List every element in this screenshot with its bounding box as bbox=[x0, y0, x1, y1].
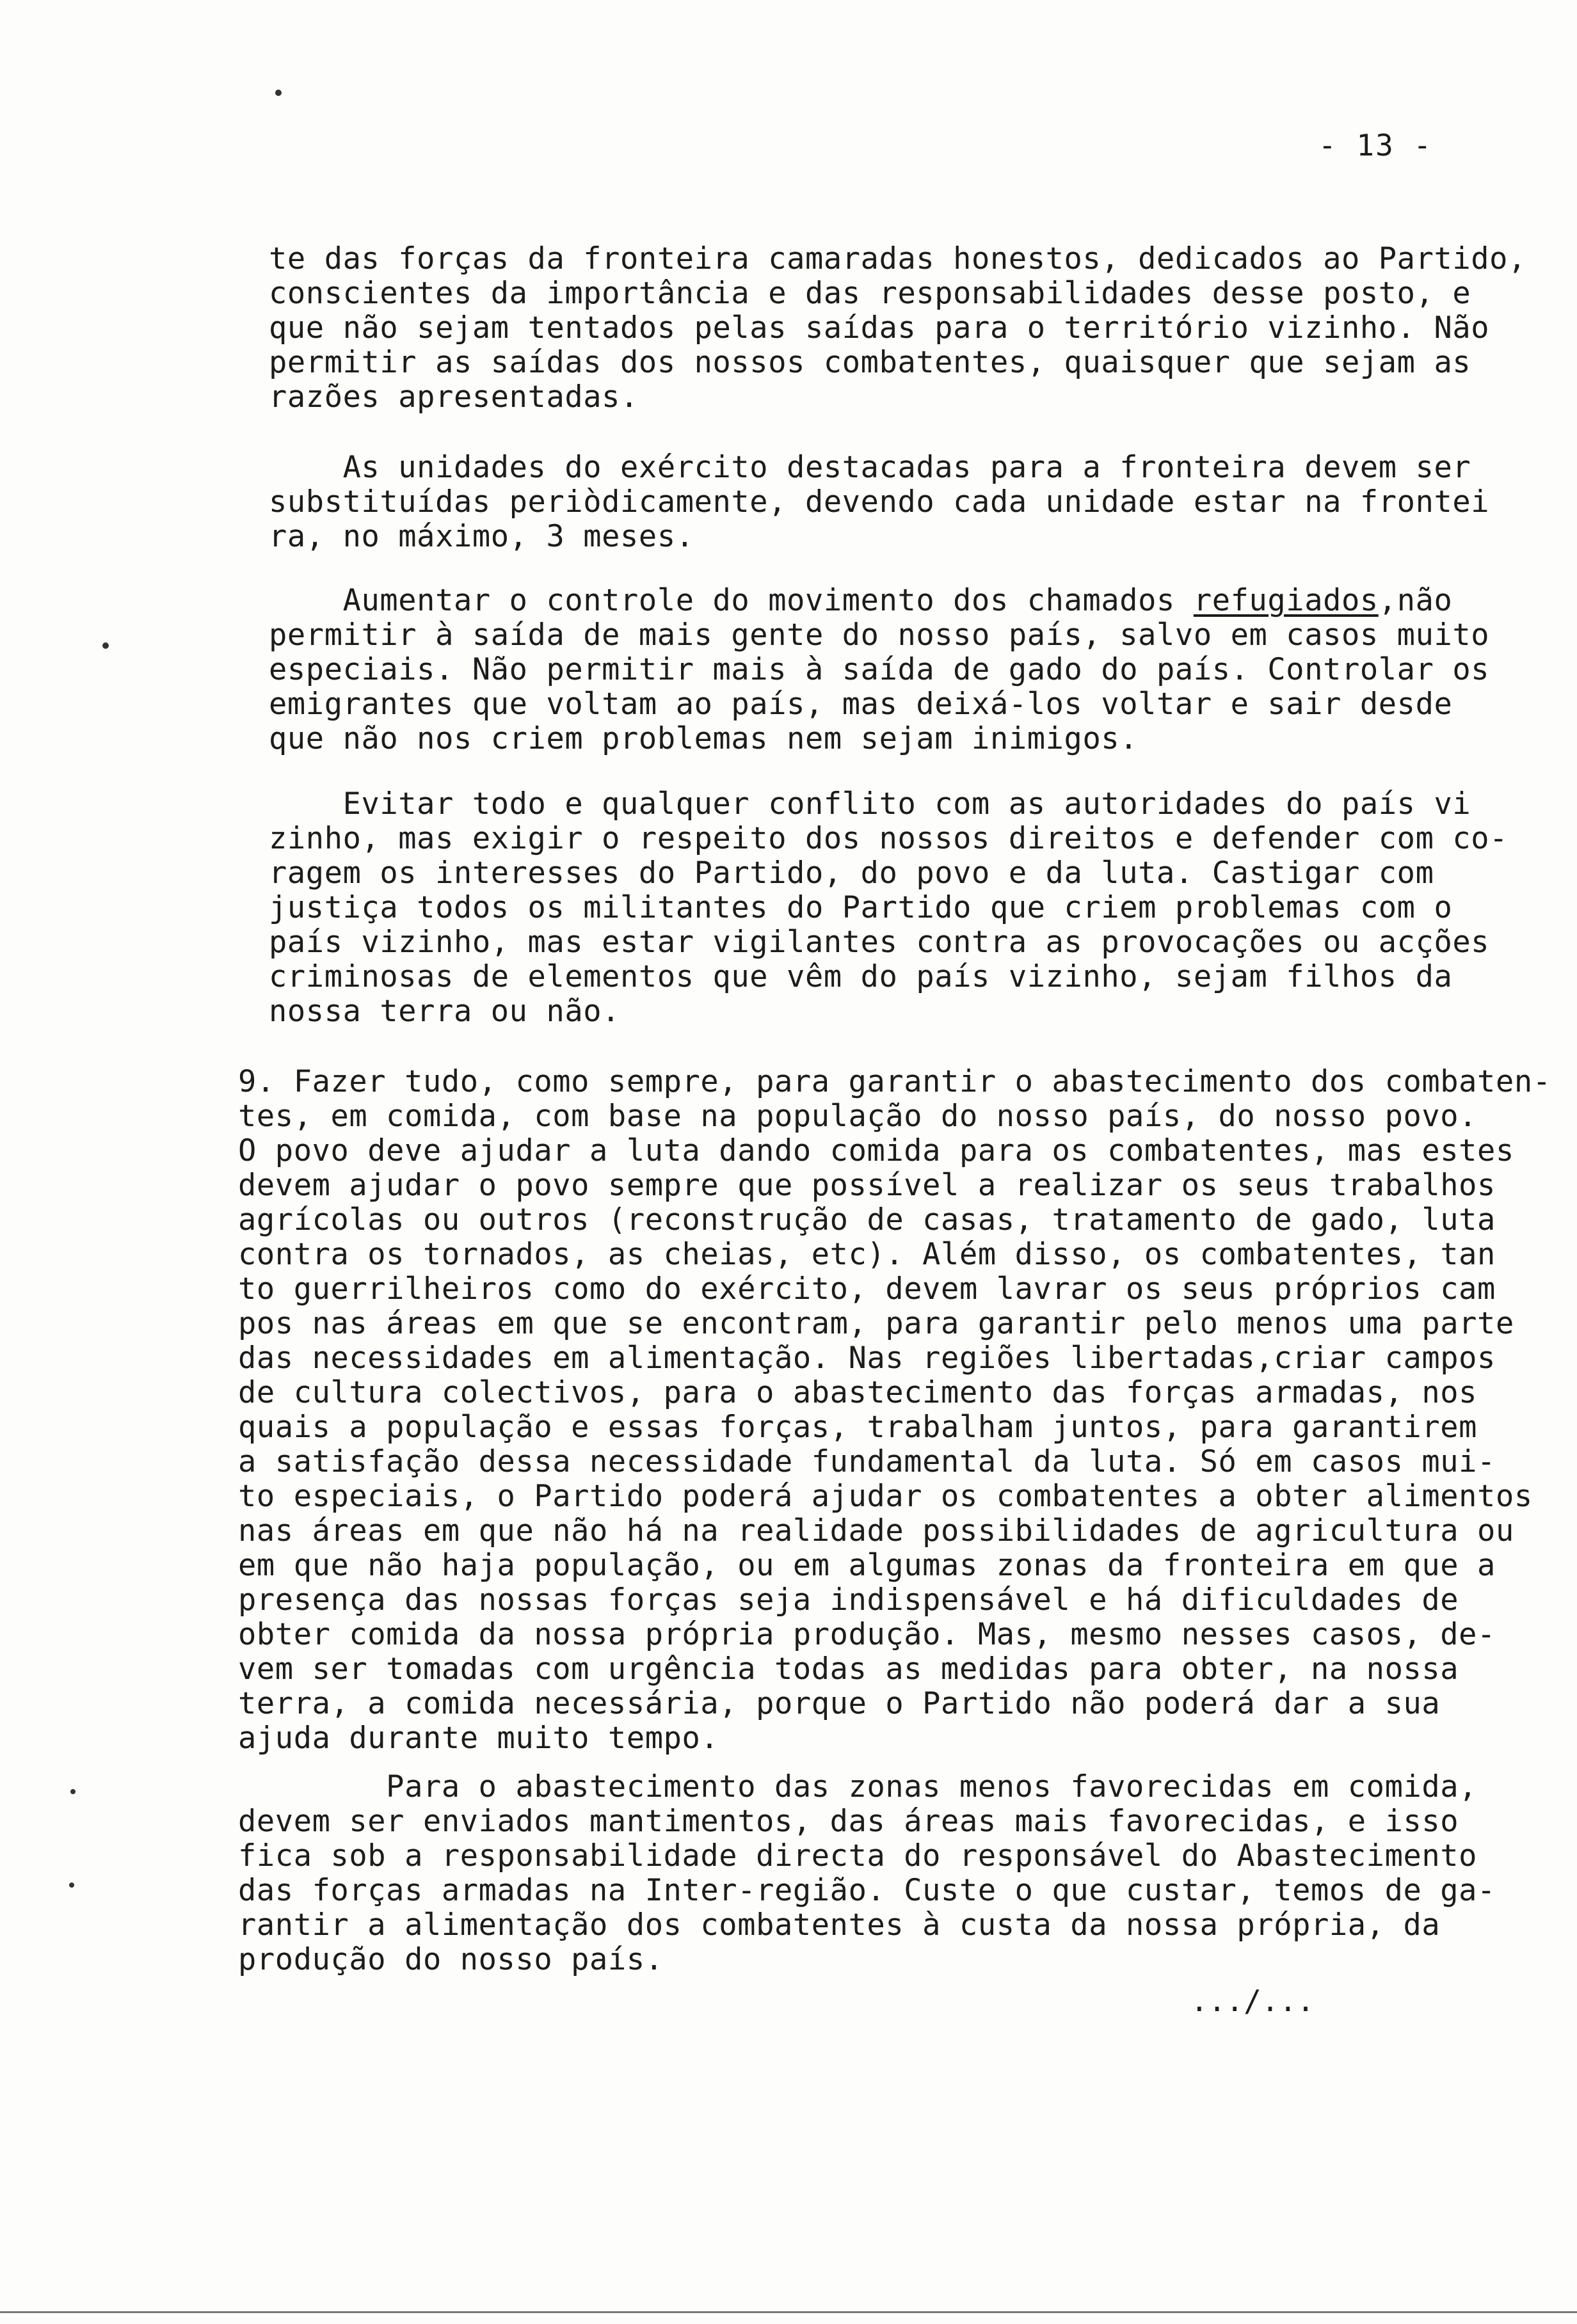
margin-dot bbox=[102, 642, 109, 649]
item-9-food-supply: 9. Fazer tudo, como sempre, para garantir o abastecimento dos combaten- tes, em comida, com base na população do nosso país, do nosso povo. O povo deve ajudar a luta dando comida para os combatentes, mas estes devem ajudar o povo sempre que possível a realizar os seus trabalhos agrícolas ou outros (reconstrução de casas, tratamento de gado, luta contra os tornados, as cheias, etc). Além disso, os combatentes, tan to guerrilheiros como do exército, devem lavrar os seus próprios cam pos nas áreas em que se encontram, para garantir pelo menos uma parte das necessidades em alimentação. Nas regiões libertadas,criar campos de cultura colectivos, para o abastecimento das forças armadas, nos quais a população e essas forças, trabalham juntos, para garantirem a satisfação dessa necessidade fundamental da luta. Só em casos mui- to especiais, o Partido poderá ajudar os combatentes a obter alimentos nas áreas em que não há na realidade possibilidades de agricultura ou em que não haja população, ou em algumas zonas da fronteira em que a presença das nossas forças seja indispensável e há dificuldades de obter comida da nossa própria produção. Mas, mesmo nesses casos, de- vem ser tomadas com urgência todas as medidas para obter, na nossa terra, a comida necessária, porque o Partido não poderá dar a sua ajuda durante muito tempo. bbox=[238, 1064, 1551, 1756]
paragraph-refugees-rest: ,não permitir à saída de mais gente do nosso país, salvo em casos muito especiais. Não permitir mais à saída de gado do país. Controlar os emigrantes que voltam ao país, mas deixá-los voltar e sair desde que não nos criem problemas nem sejam inimigos. bbox=[269, 583, 1490, 756]
continuation-mark: .../... bbox=[1190, 1984, 1315, 2018]
page-bottom-edge bbox=[0, 2311, 1577, 2313]
underlined-word-refugiados: refugiados bbox=[1193, 583, 1379, 618]
stray-ink-mark bbox=[275, 90, 282, 96]
paragraph-supply-less-favoured: Para o abastecimento das zonas menos favorecidas em comida, devem ser enviados mantimentos, das áreas mais favorecidas, e isso fica sob a responsabilidade directa do responsável do Abastecimento das forças armadas na Inter-região. Custe o que custar, temos de ga- rantir a alimentação dos combatentes à custa da nossa própria, da produção do nosso país. bbox=[238, 1769, 1496, 1977]
paragraph-refugees-lead: Aumentar o controle do movimento dos chamados bbox=[269, 583, 1194, 618]
margin-dot bbox=[69, 1882, 74, 1888]
paragraph-refugees-control bbox=[269, 584, 1542, 756]
page-number: - 13 - bbox=[1318, 128, 1433, 163]
paragraph-neighbour-conflict: Evitar todo e qualquer conflito com as autoridades do país vi zinho, mas exigir o respeito dos nossos direitos e defender com co- ragem os interesses do Partido, do povo e da luta. Castigar com justiça todos os militantes do Partido que criem problemas com o país vizinho, mas estar vigilantes contra as provocações ou acções criminosas de elementos que vêm do país vizinho, sejam filhos da nossa terra ou não. bbox=[269, 786, 1509, 1029]
paragraph-army-units: As unidades do exército destacadas para a fronteira devem ser substituídas periòdicamente, devendo cada unidade estar na frontei ra, no máximo, 3 meses. bbox=[269, 450, 1490, 554]
paragraph-frontier-forces: te das forças da fronteira camaradas honestos, dedicados ao Partido, conscientes da importância e das responsabilidades desse posto, e que não sejam tentados pelas saídas para o território vizinho. Não permitir as saídas dos nossos combatentes, quaisquer que sejam as razões apresentadas. bbox=[269, 241, 1526, 415]
margin-dot bbox=[70, 1789, 76, 1794]
